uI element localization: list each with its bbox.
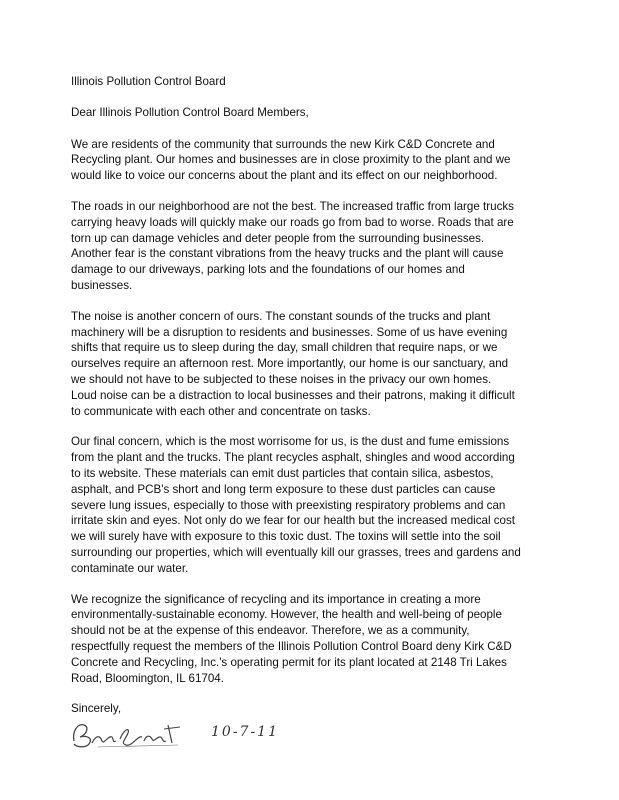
paragraph-line: to its website. These materials can emit dust particles that contain silica, asbestos, bbox=[71, 466, 494, 480]
paragraph-line: would like to voice our concerns about the plant and its effect on our neighborhood. bbox=[71, 169, 498, 183]
paragraph-3 bbox=[71, 309, 561, 420]
paragraph-line: we will surely have with exposure to this toxic dust. The toxins will settle into the soil bbox=[71, 530, 501, 544]
paragraph-line: damage to our driveways, parking lots and the foundations of our homes and bbox=[71, 263, 465, 277]
paragraph-line: The roads in our neighborhood are not the best. The increased traffic from large trucks bbox=[71, 199, 514, 213]
closing: Sincerely, bbox=[71, 702, 122, 716]
paragraph-line: Our final concern, which is the most worrisome for us, is the dust and fume emissions bbox=[71, 435, 510, 449]
paragraph-line: machinery will be a disruption to residents and businesses. Some of us have evening bbox=[71, 325, 508, 339]
paragraph-line: shifts that require us to sleep during the day, small children that require naps, or we bbox=[71, 341, 498, 355]
paragraph-line: environmentally-sustainable economy. However, the health and well-being of people bbox=[71, 608, 502, 622]
paragraph-line: to communicate with each other and concentrate on tasks. bbox=[71, 404, 371, 418]
paragraph-line: asphalt, and PCB's short and long term exposure to these dust particles can cause bbox=[71, 482, 496, 496]
paragraph-line: We are residents of the community that surrounds the new Kirk C&D Concrete and bbox=[71, 137, 495, 151]
paragraph-5 bbox=[71, 592, 561, 687]
paragraph-line: businesses. bbox=[71, 278, 133, 292]
paragraph-line: Loud noise can be a distraction to local businesses and their patrons, making it difficult bbox=[71, 388, 515, 402]
paragraph-line: should not be at the expense of this endeavor. Therefore, we as a community, bbox=[71, 624, 470, 638]
paragraph-line: surrounding our properties, which will eventually kill our grasses, trees and gardens and bbox=[71, 545, 521, 559]
paragraph-1 bbox=[71, 137, 561, 184]
paragraph-line: The noise is another concern of ours. The constant sounds of the trucks and plant bbox=[71, 309, 491, 323]
paragraph-line: contaminate our water. bbox=[71, 561, 189, 575]
paragraph-line: severe lung issues, especially to those with preexisting respiratory problems and can bbox=[71, 498, 506, 512]
handwritten-signature bbox=[68, 717, 188, 751]
paragraph-2 bbox=[71, 199, 561, 294]
paragraph-line: from the plant and the trucks. The plant recycles asphalt, shingles and wood according bbox=[71, 451, 515, 465]
paragraph-line: torn up can damage vehicles and deter people from the surrounding businesses. bbox=[71, 231, 485, 245]
signature-row bbox=[71, 719, 561, 755]
salutation: Dear Illinois Pollution Control Board Members, bbox=[71, 105, 309, 119]
paragraph-line: Another fear is the constant vibrations from the heavy trucks and the plant will cause bbox=[71, 247, 504, 261]
paragraph-line: Recycling plant. Our homes and businesses are in close proximity to the plant and we bbox=[71, 153, 511, 167]
paragraph-line: Concrete and Recycling, Inc.'s operating permit for its plant located at 2148 Tri Lakes bbox=[71, 655, 507, 669]
paragraph-line: carrying heavy loads will quickly make our roads go from bad to worse. Roads that are bbox=[71, 215, 514, 229]
paragraph-line: we should not have to be subjected to these noises in the privacy our own homes. bbox=[71, 372, 492, 386]
paragraph-line: ourselves require an afternoon rest. More importantly, our home is our sanctuary, and bbox=[71, 357, 509, 371]
letter-body bbox=[71, 74, 561, 755]
paragraph-line: We recognize the significance of recycling and its importance in creating a more bbox=[71, 592, 481, 606]
paragraph-4 bbox=[71, 434, 561, 576]
addressee: Illinois Pollution Control Board bbox=[71, 75, 226, 88]
paragraph-line: irritate skin and eyes. Not only do we fear for our health but the increased medical cost bbox=[71, 514, 516, 528]
paragraph-line: Road, Bloomington, IL 61704. bbox=[71, 671, 224, 685]
paragraph-line: respectfully request the members of the Illinois Pollution Control Board deny Kirk C&D bbox=[71, 639, 512, 653]
signature-date: 10-7-11 bbox=[211, 724, 279, 741]
